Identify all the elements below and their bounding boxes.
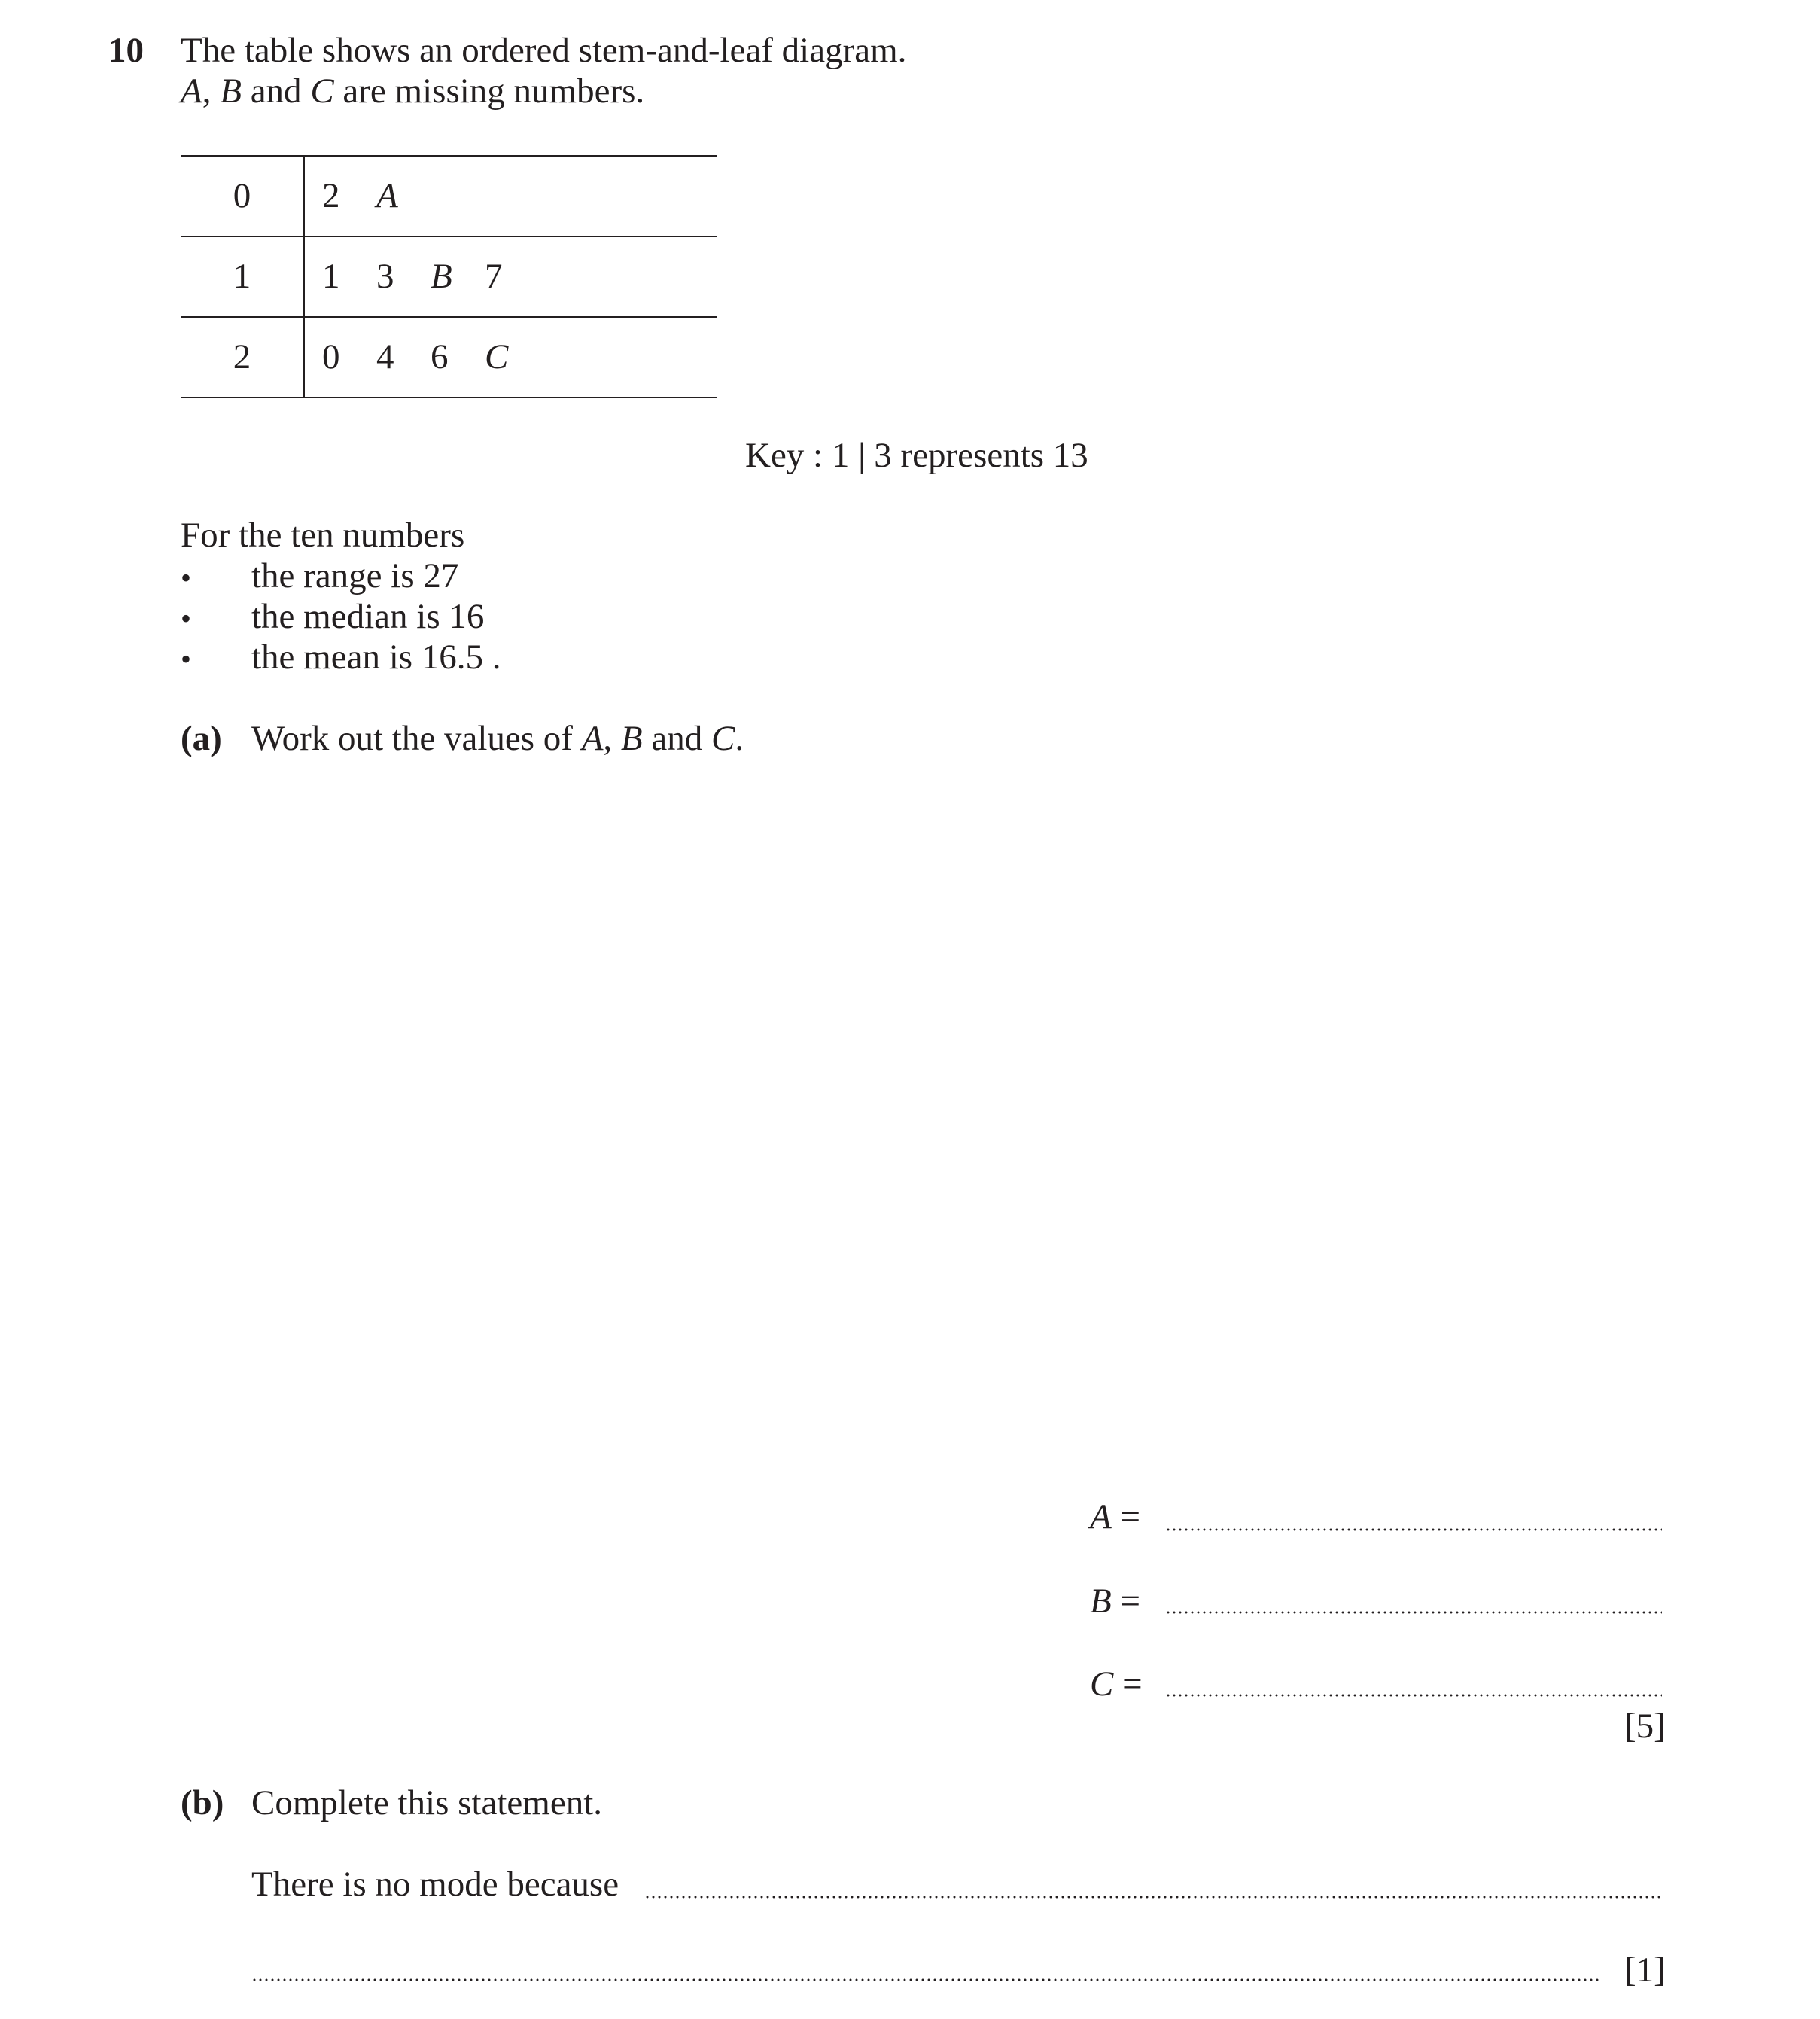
leaf: 4	[376, 337, 394, 376]
answer-line-b[interactable]	[1165, 1611, 1662, 1614]
stem-cell: 0	[181, 156, 304, 236]
part-b-statement: There is no mode because	[251, 1865, 619, 1904]
leaf: 6	[431, 337, 449, 376]
leaf: 7	[485, 257, 503, 296]
fact-item: the mean is 16.5 .	[251, 638, 501, 677]
fact-item: the range is 27	[251, 556, 459, 595]
table-row	[181, 236, 717, 317]
answer-line-a[interactable]	[1165, 1528, 1662, 1531]
var-b: B	[220, 72, 242, 111]
answer-line-b2[interactable]	[251, 1978, 1599, 1981]
var-a: A	[581, 719, 604, 758]
leaves-cell	[304, 236, 717, 317]
leaf: 2	[322, 176, 340, 215]
var-c: C	[711, 719, 735, 758]
part-a-marks: [5]	[1624, 1707, 1666, 1746]
part-a-prompt: Work out the values of A, B and C.	[251, 719, 744, 758]
leaves-cell	[304, 156, 717, 236]
part-a-label: (a)	[181, 719, 222, 758]
answer-label-b: B =	[1090, 1582, 1140, 1621]
stem-leaf-key: Key : 1 | 3 represents 13	[745, 436, 1088, 475]
bullet-icon: •	[181, 601, 192, 635]
leaf: A	[376, 176, 398, 215]
bullet-icon: •	[181, 642, 192, 676]
part-b-label: (b)	[181, 1783, 224, 1823]
leaf: B	[431, 257, 452, 296]
bullet-icon: •	[181, 561, 192, 595]
stem-cell: 1	[181, 236, 304, 317]
answer-label-c: C =	[1090, 1664, 1143, 1704]
var-a: A	[181, 72, 202, 111]
leaf: C	[485, 337, 509, 376]
table-row	[181, 317, 717, 397]
table-row	[181, 156, 717, 236]
question-number: 10	[108, 31, 144, 70]
leaf: 3	[376, 257, 394, 296]
facts-heading: For the ten numbers	[181, 516, 465, 555]
var-b: B	[620, 719, 643, 758]
question-intro-line-1: The table shows an ordered stem-and-leaf diagram.	[181, 31, 907, 70]
fact-item: the median is 16	[251, 597, 485, 636]
answer-line-c[interactable]	[1165, 1694, 1662, 1697]
var-c: C	[310, 72, 334, 111]
stem-and-leaf-table	[181, 155, 717, 398]
leaf: 0	[322, 337, 340, 376]
leaves-cell	[304, 317, 717, 397]
part-b-prompt: Complete this statement.	[251, 1783, 603, 1823]
answer-label-a: A =	[1090, 1497, 1140, 1536]
question-intro-line-2: A, B and C are missing numbers.	[181, 72, 645, 111]
stem-cell: 2	[181, 317, 304, 397]
leaf: 1	[322, 257, 340, 296]
answer-line-b1[interactable]	[644, 1896, 1662, 1899]
part-b-marks: [1]	[1624, 1950, 1666, 1990]
